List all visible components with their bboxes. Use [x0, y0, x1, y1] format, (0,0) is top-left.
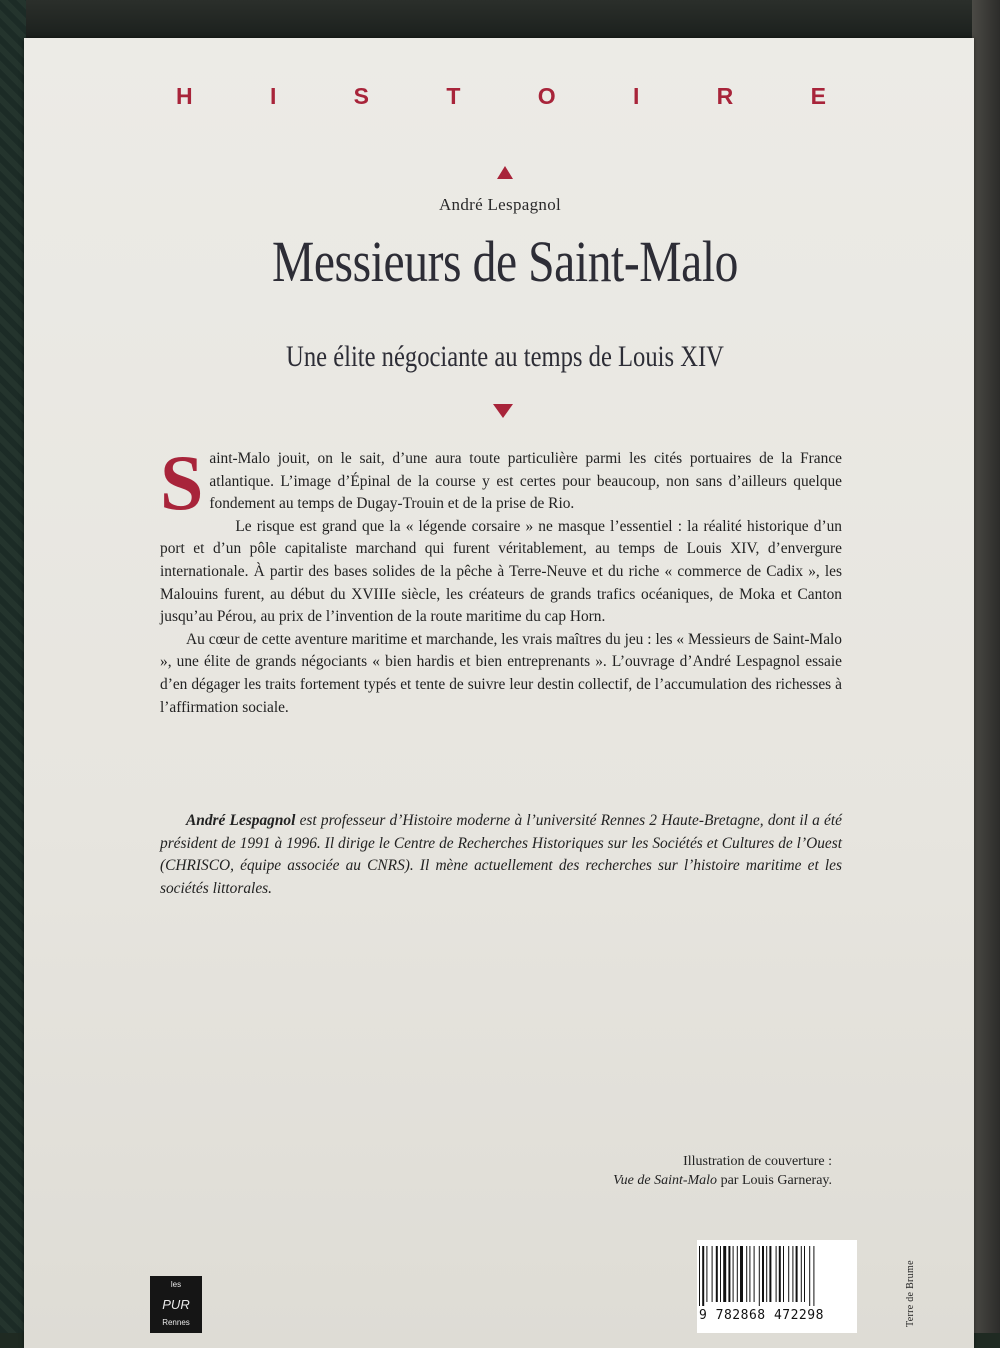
bio-author-name: André Lespagnol: [186, 812, 296, 829]
publisher-logo: [150, 1276, 202, 1333]
series-letter: H: [176, 83, 193, 109]
bio-text: est professeur d’Histoire moderne à l’université Rennes 2 Haute-Bretagne, dont il a été président de 1991 à 1996. Il dirige le Centre de Recherches Historiques sur les Sociétés et Cultures de l’Ouest (CHRISCO, équipe associée au CNRS). Il mène actuellement des recherches sur l’histoire maritime et les sociétés littorales.: [160, 812, 842, 897]
triangle-down-ornament: [493, 404, 513, 418]
publisher-logo-line3: Rennes: [162, 1318, 190, 1327]
series-letter: O: [537, 83, 556, 109]
series-label: [176, 83, 826, 110]
author-name: André Lespagnol: [438, 195, 562, 214]
series-letter: S: [353, 83, 370, 109]
isbn-barcode: [697, 1240, 857, 1333]
barcode-bars-icon: [697, 1246, 857, 1306]
cover-illustration-credit: [613, 1152, 832, 1190]
series-letter: I: [632, 83, 640, 109]
book-subtitle: Une élite négociante au temps de Louis XIV: [286, 340, 724, 373]
blurb-paragraph-1: Saint-Malo jouit, on le sait, d’une aura toute particulière parmi les cités portuaires de la France atlantique. L’image d’Épinal de la course y est certes pour beaucoup, non sans d’ailleurs quelque fondement au temps de Dugay-Trouin et de la prise de Rio.: [160, 439, 842, 526]
series-letter: R: [716, 83, 734, 109]
triangle-up-ornament: [497, 166, 513, 179]
series-letter: E: [810, 83, 826, 109]
credit-work-title: Vue de Saint-Malo: [613, 1173, 718, 1188]
series-letter: T: [446, 83, 461, 109]
publisher-logo-line1: les: [170, 1280, 182, 1289]
blurb-paragraph-3: Au cœur de cette aventure maritime et marchande, les vrais maîtres du jeu : les « Messieurs de Saint-Malo », une élite de grands négociants « bien hardis et bien entreprenants ». L’ouvrage d’André Lespagnol essaie d’en dégager les traits fortement typés et tente de suivre leur destin collectif, de l’accumulation des richesses à l’affirmation sociale.: [160, 630, 842, 716]
spine-imprint: Terre de Brume: [905, 1260, 916, 1327]
book-title: Messieurs de Saint-Malo: [271, 229, 739, 294]
author-bio: [160, 810, 842, 900]
publisher-logo-line2: PUR: [162, 1297, 190, 1312]
credit-label: Illustration de couverture :: [683, 1154, 832, 1169]
drop-cap: S: [160, 439, 204, 526]
series-letter: I: [269, 83, 277, 109]
background-top: [0, 0, 1000, 40]
credit-line: [613, 1171, 832, 1190]
blurb-paragraph-2: Le risque est grand que la « légende corsaire » ne masque l’essentiel : la réalité historique d’un port et d’un pôle capitaliste marchand qui furent véritablement, au temps de Louis XIV, d’envergure internationale. À partir des bases solides de la pêche à Terre-Neuve et du riche « commerce de Cadix », les Malouins furent, au début du XVIIIe siècle, les créateurs de grands trafics océaniques, de Moka et Canton jusqu’au Pérou, au prix de l’invention de la route maritime du cap Horn.: [160, 517, 842, 626]
credit-artist: par Louis Garneray.: [717, 1173, 832, 1188]
blurb-text: [160, 439, 842, 719]
barcode-number: 9 782868 472298: [699, 1308, 824, 1323]
